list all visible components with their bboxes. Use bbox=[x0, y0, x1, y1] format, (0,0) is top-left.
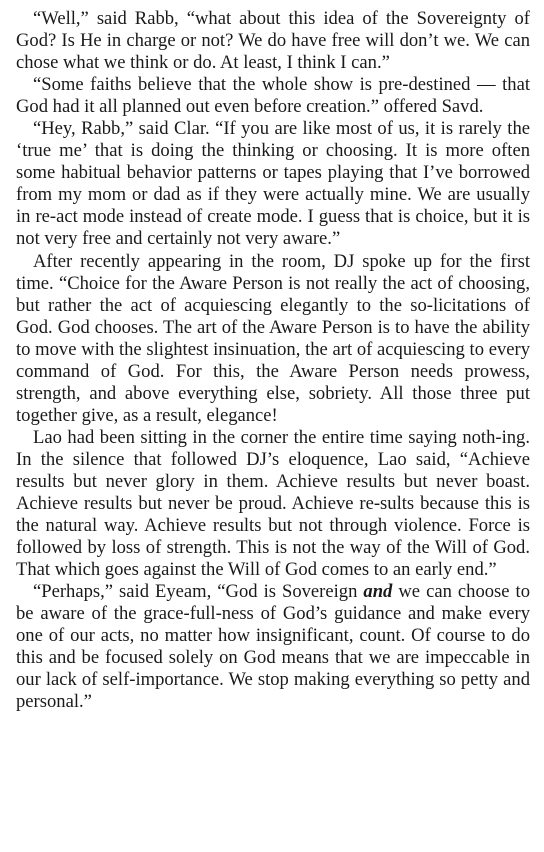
paragraph-savd-reply bbox=[16, 74, 530, 118]
paragraph-lao-reply bbox=[16, 427, 530, 581]
emphasis-text: and bbox=[363, 581, 393, 603]
document-page bbox=[16, 8, 530, 714]
paragraph-clar-reply bbox=[16, 118, 530, 250]
paragraph-eyeam-reply bbox=[16, 581, 530, 713]
paragraph-text: “Well,” said Rabb, “what about this idea of the Sovereignty of God? Is He in charge or not? We do have free will don’t we. We can chose what we think or do. At least, I think I can.” bbox=[16, 8, 530, 74]
paragraph-text: we can choose to be aware of the grace-full-ness of God’s guidance and make every one of our acts, no matter how insignificant, count. Of course to do this and be focused solely on God means that we are impeccable in our lack of self-importance. We stop making everything so petty and personal.” bbox=[16, 581, 530, 713]
paragraph-text: “Some faiths believe that the whole show is pre-destined — that God had it all planned out even before creation.” offered Savd. bbox=[16, 74, 530, 118]
paragraph-text: “Perhaps,” said Eyeam, “God is Sovereign bbox=[33, 581, 364, 603]
paragraph-text: Lao had been sitting in the corner the entire time saying noth-ing. In the silence that followed DJ’s eloquence, Lao said, “Achieve results but never glory in them. Achieve results but never boast. Achieve results but never be proud. Achieve re-sults because this is the natural way. Achieve results but not through violence. Force is followed by loss of strength. This is not the way of the Will of God. That which goes against the Will of God comes to an early end.” bbox=[16, 426, 530, 581]
paragraph-text: After recently appearing in the room, DJ spoke up for the first time. “Choice for the Aware Person is not really the act of choosing, but rather the act of acquiescing elegantly to the so-licitations of God. God chooses. The art of the Aware Person is to have the ability to move with the slightest insinuation, the art of acquiescing to every command of God. For this, the Aware Person needs prowess, strength, and above everything else, sobriety. All those three put together give, as a result, elegance! bbox=[16, 250, 530, 426]
paragraph-text: “Hey, Rabb,” said Clar. “If you are like most of us, it is rarely the ‘true me’ that is doing the thinking or choosing. It is more often some habitual behavior patterns or tapes playing that I’ve borrowed from my mom or dad as if they were actually mine. We are usually in re-act mode instead of create mode. I guess that is choice, but it is not very free and certainly not very aware.” bbox=[16, 118, 530, 250]
paragraph-rabb-question bbox=[16, 8, 530, 74]
paragraph-dj-reply bbox=[16, 251, 530, 427]
